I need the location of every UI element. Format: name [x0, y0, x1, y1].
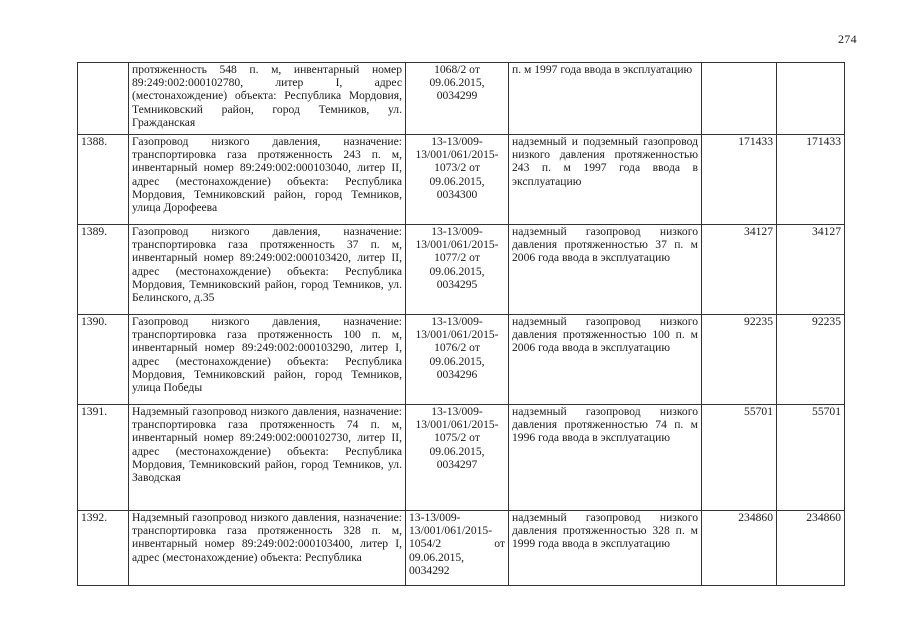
property-registry-table [77, 62, 845, 586]
object-description: Газопровод низкого давления, назначение: транспортировка газа протяженность 37 п. м, инвентарный номер 89:249:002:000103420, литер II, адрес (местонахождение) объекта: Республика Мордовия, Темниковский район, город Темников, ул. Белинского, д.35 [129, 225, 406, 315]
row-number [78, 63, 129, 135]
registration-line: 09.06.2015, [429, 444, 485, 458]
book-value [702, 63, 777, 135]
object-characteristics: надземный газопровод низкого давления протяженностью 37 п. м 2006 года ввода в эксплуатацию [509, 225, 702, 315]
residual-value: 55701 [777, 405, 845, 511]
registration-line: 13/001/061/2015- [415, 418, 499, 432]
registration-record [406, 405, 509, 511]
row-number: 1391. [78, 405, 129, 511]
registration-line: 1054/2 от [409, 537, 505, 551]
residual-value: 171433 [777, 135, 845, 225]
object-characteristics: надземный газопровод низкого давления протяженностью 100 п. м 2006 года ввода в эксплуатацию [509, 315, 702, 405]
row-number: 1390. [78, 315, 129, 405]
registration-record [406, 225, 509, 315]
book-value: 171433 [702, 135, 777, 225]
registration-line: 0034299 [436, 89, 478, 103]
registration-record [406, 135, 509, 225]
registration-line: 13-13/009- [431, 315, 483, 328]
registration-line: 13/001/061/2015- [415, 328, 499, 342]
registration-line: 0034292 [409, 563, 450, 577]
registration-line: 13/001/061/2015- [409, 524, 493, 538]
book-value: 92235 [702, 315, 777, 405]
residual-value: 34127 [777, 225, 845, 315]
registration-line: 09.06.2015, [429, 174, 485, 188]
row-number: 1389. [78, 225, 129, 315]
object-characteristics: п. м 1997 года ввода в эксплуатацию [509, 63, 702, 135]
residual-value: 234860 [777, 511, 845, 586]
registration-line: 13-13/009- [431, 225, 483, 238]
registration-line: 09.06.2015, [429, 354, 485, 368]
registration-line: 13-13/009- [431, 405, 483, 418]
registration-line: 0034295 [436, 277, 478, 291]
registration-line: 13/001/061/2015- [415, 148, 499, 162]
registration-line: 0034297 [436, 457, 478, 471]
registration-line: 0034300 [436, 187, 478, 201]
registration-record [406, 63, 509, 135]
residual-value: 92235 [777, 315, 845, 405]
registration-line: 13-13/009- [409, 511, 461, 524]
row-number: 1388. [78, 135, 129, 225]
table-row [78, 511, 845, 586]
table-row [78, 315, 845, 405]
table-row [78, 225, 845, 315]
registration-line: 1068/2 от [434, 63, 480, 76]
registration-line: 1075/2 от [434, 431, 480, 445]
object-description: Газопровод низкого давления, назначение: транспортировка газа протяженность 100 п. м, инвентарный номер 89:249:002:000103290, литер I, адрес (местонахождение) объекта: Республика Мордовия, Темниковский район, город Темников, улица Победы [129, 315, 406, 405]
registration-line: 1073/2 от [434, 161, 480, 175]
registration-line: 09.06.2015, [429, 264, 485, 278]
registration-line: 13/001/061/2015- [415, 238, 499, 252]
registration-line: 13-13/009- [431, 135, 483, 148]
table-row [78, 63, 845, 135]
object-description: Газопровод низкого давления, назначение: транспортировка газа протяженность 243 п. м, инвентарный номер 89:249:002:000103040, литер II, адрес (местонахождение) объекта: Республика Мордовия, Темниковский район, город Темников, улица Дорофеева [129, 135, 406, 225]
row-number: 1392. [78, 511, 129, 586]
registration-record [406, 315, 509, 405]
registration-line: 09.06.2015, [409, 550, 465, 564]
object-description: протяженность 548 п. м, инвентарный номер 89:249:002:000102780, литер I, адрес (местонахождение) объекта: Республика Мордовия, Темниковский район, город Темников, ул. Гражданская [129, 63, 406, 135]
registration-line: 0034296 [436, 367, 478, 381]
object-characteristics: надземный и подземный газопровод низкого давления протяженностью 243 п. м 1997 года ввода в эксплуатацию [509, 135, 702, 225]
residual-value [777, 63, 845, 135]
object-description: Надземный газопровод низкого давления, назначение: транспортировка газа протяженность 328 п. м, инвентарный номер 89:249:002:000103400, литер I, адрес (местонахождение) объекта: Республика [129, 511, 406, 586]
table-row [78, 405, 845, 511]
page-number: 274 [838, 32, 857, 46]
object-characteristics: надземный газопровод низкого давления протяженностью 74 п. м 1996 года ввода в эксплуатацию [509, 405, 702, 511]
object-characteristics: надземный газопровод низкого давления протяженностью 328 п. м 1999 года ввода в эксплуатацию [509, 511, 702, 586]
table-row [78, 135, 845, 225]
registration-line: 1077/2 от [434, 251, 480, 265]
object-description: Надземный газопровод низкого давления, назначение: транспортировка газа протяженность 74 п. м, инвентарный номер 89:249:002:000102730, литер II, адрес (местонахождение) объекта: Республика Мордовия, Темниковский район, город Темников, ул. Заводская [129, 405, 406, 511]
book-value: 55701 [702, 405, 777, 511]
book-value: 34127 [702, 225, 777, 315]
book-value: 234860 [702, 511, 777, 586]
registration-record [406, 511, 509, 586]
registration-line: 1076/2 от [434, 341, 480, 355]
registration-line: 09.06.2015, [429, 76, 485, 90]
